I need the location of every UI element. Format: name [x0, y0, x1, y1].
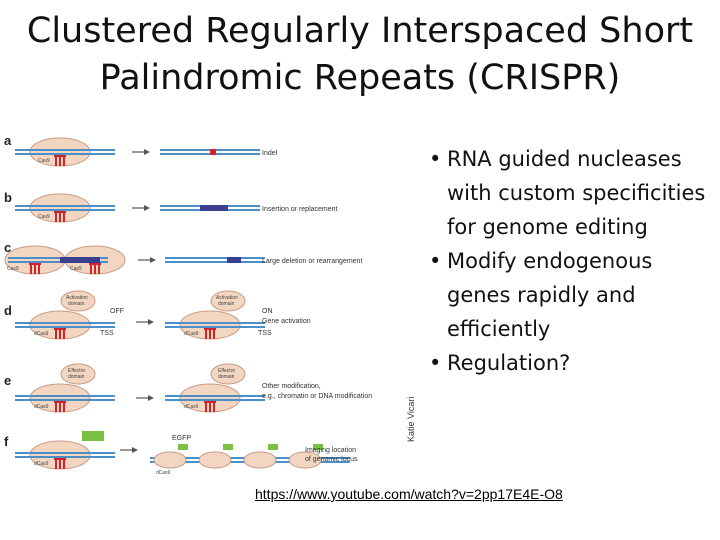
svg-text:Cas9: Cas9: [70, 266, 82, 272]
label-other-mod-2: e.g., chromatin or DNA modification: [262, 393, 373, 400]
svg-text:dCas9: dCas9: [34, 331, 49, 337]
bullet-item: • Regulation?: [425, 346, 717, 380]
svg-text:domain: domain: [68, 301, 85, 307]
bullet-item: • Modify endogenous genes rapidly and efficiently: [425, 244, 717, 346]
svg-text:domain: domain: [218, 301, 235, 307]
figure-letter-b: b: [4, 190, 12, 205]
label-indel: Indel: [262, 150, 278, 157]
svg-text:dCas9: dCas9: [34, 461, 49, 467]
figure-letter-d: d: [4, 303, 12, 318]
svg-text:domain: domain: [68, 374, 85, 380]
deleted-segment: [60, 257, 100, 263]
svg-text:dCas9: dCas9: [184, 331, 199, 337]
dcas9-effector-2: [165, 364, 265, 412]
label-egfp: EGFP: [172, 435, 192, 442]
dcas9-effector-1: [15, 364, 115, 412]
svg-text:dCas9: dCas9: [34, 404, 49, 410]
svg-text:Activation: Activation: [66, 295, 88, 301]
figure-letter-a: a: [4, 133, 12, 148]
arrow-c: [138, 257, 156, 263]
title-line-2: Palindromic Repeats (CRISPR): [99, 58, 621, 98]
label-insertion: Insertion or replacement: [262, 206, 338, 213]
product-dna-c: [165, 257, 265, 263]
label-deletion: Large deletion or rearrangement: [262, 258, 363, 265]
svg-text:Effector: Effector: [68, 368, 86, 374]
label-imaging-2: of genomic locus: [305, 456, 358, 463]
arrow-b: [132, 205, 150, 211]
svg-text:Cas9: Cas9: [38, 158, 50, 164]
label-off: OFF: [110, 308, 124, 315]
slide-title: [0, 8, 720, 102]
arrow-f: [120, 447, 138, 453]
youtube-link[interactable]: https://www.youtube.com/watch?v=2pp17E4E-O8: [255, 486, 563, 502]
figure-letter-e: e: [4, 373, 12, 388]
arrow-d: [136, 319, 154, 325]
product-dna-a: [160, 149, 260, 155]
label-on: ON: [262, 308, 273, 315]
cas9-complex-c: [5, 246, 65, 274]
figure-letter-c: c: [4, 240, 12, 255]
label-other-mod-1: Other modification,: [262, 383, 321, 390]
label-tss-2: TSS: [258, 330, 272, 337]
label-gene-activation: Gene activation: [262, 318, 311, 325]
svg-text:dCas9: dCas9: [184, 404, 199, 410]
arrow-e: [136, 395, 154, 401]
svg-text:Cas9: Cas9: [38, 214, 50, 220]
product-dna-b: [160, 205, 260, 211]
arrow-a: [132, 149, 150, 155]
svg-text:Cas9: Cas9: [7, 266, 19, 272]
label-imaging-1: Imaging location: [305, 447, 356, 454]
dcas9-activator-on: [165, 291, 265, 339]
crispr-figure: [0, 130, 420, 480]
label-tss-1: TSS: [100, 330, 114, 337]
bullet-item: • RNA guided nucleases with custom specificities for genome editing: [425, 142, 717, 244]
bullet-list: [425, 142, 717, 380]
svg-text:Activation: Activation: [216, 295, 238, 301]
cas9-complex-b: [15, 194, 115, 222]
cas9-complex-a: [15, 138, 115, 166]
figure-credit: Katie Vicari: [406, 396, 416, 442]
svg-text:dCas9: dCas9: [156, 470, 171, 476]
dcas9-egfp-1: [15, 431, 115, 469]
svg-text:domain: domain: [218, 374, 235, 380]
figure-letter-f: f: [4, 434, 9, 449]
svg-text:Effector: Effector: [218, 368, 236, 374]
title-line-1: Clustered Regularly Interspaced Short: [26, 11, 694, 51]
